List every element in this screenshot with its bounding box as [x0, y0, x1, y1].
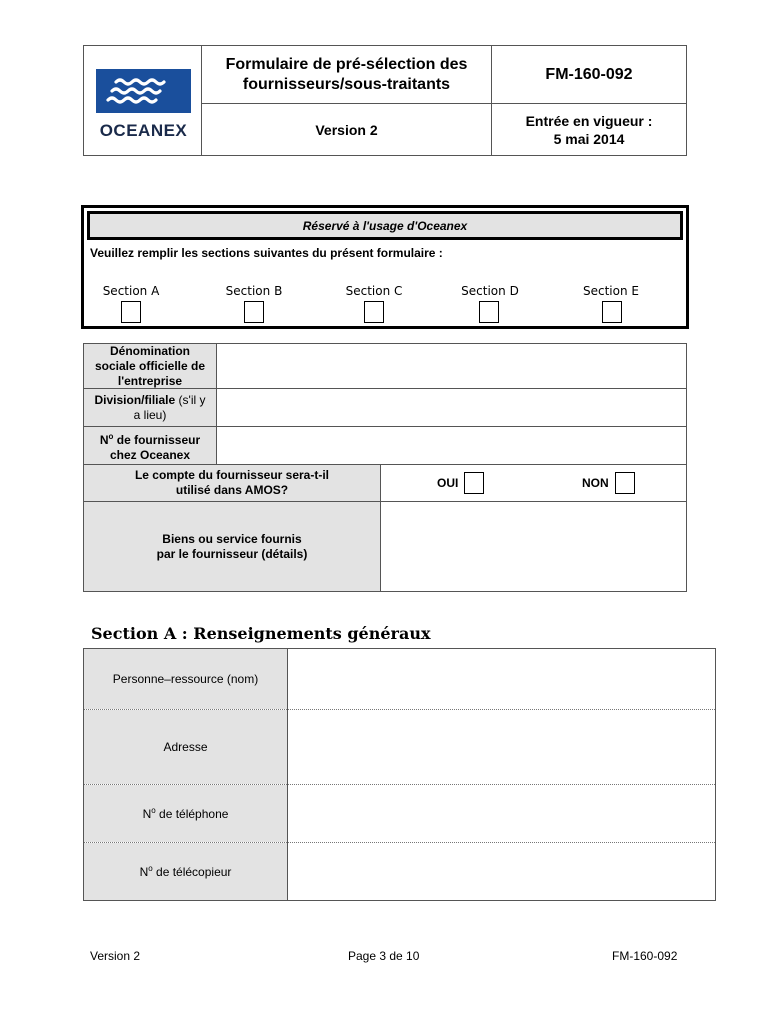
fax-sup: o — [148, 864, 153, 873]
fax-label — [84, 843, 287, 900]
goods-line1: Biens ou service fournis — [162, 531, 302, 546]
section-a-label: Section A — [102, 284, 160, 298]
supplier-number-label — [84, 427, 216, 464]
form-number: FM-160-092 — [545, 65, 633, 83]
division-strong: Division/filiale — [94, 392, 176, 407]
denomination-line3: l'entreprise — [117, 373, 183, 388]
reserved-title: Réservé à l'usage d'Oceanex — [87, 211, 683, 240]
oui-label: OUI — [437, 475, 459, 490]
phone-label-text — [143, 806, 229, 821]
division-line1 — [95, 393, 206, 408]
fax-n: N — [139, 865, 149, 879]
section-a-checkbox[interactable] — [121, 301, 141, 323]
fax-field[interactable] — [288, 843, 715, 900]
effective-label: Entrée en vigueur : — [525, 112, 653, 129]
amos-question — [84, 465, 380, 501]
section-c-label: Section C — [345, 284, 403, 298]
denomination-line1: Dénomination — [110, 343, 190, 358]
goods-label — [84, 502, 380, 591]
phone-label — [84, 785, 287, 842]
supplier-info-table — [83, 343, 687, 592]
footer-form-number: FM-160-092 — [612, 949, 678, 963]
address-field[interactable] — [288, 710, 715, 784]
denomination-label — [84, 344, 216, 388]
division-field[interactable] — [217, 389, 686, 426]
phone-sup: o — [151, 806, 156, 815]
footer-page-number: Page 3 de 10 — [348, 949, 420, 963]
denomination-line2: sociale officielle de — [94, 358, 206, 373]
section-d-label: Section D — [461, 284, 519, 298]
section-e-label: Section E — [583, 284, 639, 298]
section-a-title: Section A : Renseignements généraux — [91, 624, 431, 643]
amos-non-option — [582, 472, 635, 494]
supplier-number-field[interactable] — [217, 427, 686, 464]
supplier-number-rest: de fournisseur — [113, 432, 201, 447]
supplier-number-line2: chez Oceanex — [109, 447, 191, 462]
division-paren: (s'il y — [175, 392, 206, 407]
reserved-instruction: Veuillez remplir les sections suivantes du présent formulaire : — [90, 246, 443, 260]
effective-date-value: 5 mai 2014 — [553, 130, 625, 147]
oceanex-logo — [96, 69, 191, 140]
section-d-checkbox[interactable] — [479, 301, 499, 323]
wave-logo-icon — [96, 69, 191, 113]
section-e-checkbox[interactable] — [602, 301, 622, 323]
amos-oui-option — [437, 472, 484, 494]
section-c-checkbox[interactable] — [364, 301, 384, 323]
division-label — [84, 389, 216, 426]
form-title-line2: fournisseurs/sous-traitants — [242, 75, 451, 93]
reserved-box — [81, 205, 689, 329]
effective-date — [492, 104, 686, 155]
goods-field[interactable] — [381, 502, 686, 591]
phone-n: N — [142, 807, 152, 821]
section-b-checkbox[interactable] — [244, 301, 264, 323]
form-title — [202, 46, 491, 103]
supplier-number-line1 — [100, 429, 200, 448]
denomination-field[interactable] — [217, 344, 686, 388]
phone-field[interactable] — [288, 785, 715, 842]
footer-version: Version 2 — [90, 949, 141, 963]
section-b-label: Section B — [225, 284, 283, 298]
phone-rest: de téléphone — [155, 807, 229, 821]
supplier-number-sup: o — [108, 431, 114, 441]
oui-checkbox[interactable] — [464, 472, 484, 494]
supplier-number-n: N — [99, 432, 109, 447]
form-title-line1: Formulaire de pré-sélection des — [225, 55, 468, 73]
fax-rest: de télécopieur — [152, 865, 232, 879]
logo-wordmark: OCEANEX — [99, 121, 188, 140]
contact-label: Personne–ressource (nom) — [84, 649, 287, 709]
header-table — [83, 45, 687, 156]
goods-line2: par le fournisseur (détails) — [156, 546, 308, 561]
amos-line1: Le compte du fournisseur sera-t-il — [134, 468, 330, 482]
non-checkbox[interactable] — [615, 472, 635, 494]
division-line2: a lieu) — [133, 407, 167, 422]
non-label: NON — [582, 475, 609, 490]
section-a-table — [83, 648, 716, 901]
amos-line2: utilisé dans AMOS? — [175, 483, 289, 497]
address-label: Adresse — [84, 710, 287, 784]
contact-field[interactable] — [288, 649, 715, 709]
version-label: Version 2 — [315, 121, 378, 138]
fax-label-text — [140, 864, 232, 879]
